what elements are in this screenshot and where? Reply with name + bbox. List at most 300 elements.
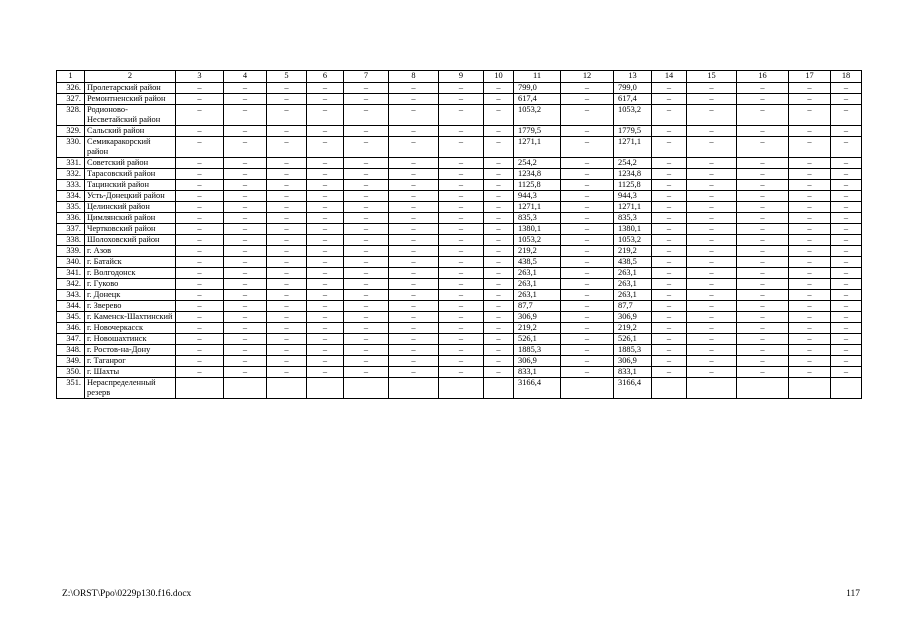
empty-cell (652, 378, 687, 399)
dash-cell: – (307, 169, 344, 180)
dash-cell: – (789, 279, 831, 290)
dash-cell: – (484, 169, 514, 180)
dash-cell: – (561, 367, 614, 378)
dash-cell: – (561, 94, 614, 105)
dash-cell: – (267, 105, 307, 126)
dash-cell: – (224, 83, 267, 94)
row-number-cell: 328. (57, 105, 85, 126)
district-name-cell: г. Зверево (85, 301, 176, 312)
dash-cell: – (484, 83, 514, 94)
table-row (57, 290, 862, 301)
dash-cell: – (176, 246, 224, 257)
table-row (57, 367, 862, 378)
dash-cell: – (831, 94, 862, 105)
dash-cell: – (737, 345, 789, 356)
dash-cell: – (176, 191, 224, 202)
district-name-cell: г. Таганрог (85, 356, 176, 367)
dash-cell: – (652, 367, 687, 378)
dash-cell: – (561, 202, 614, 213)
dash-cell: – (484, 356, 514, 367)
dash-cell: – (439, 137, 484, 158)
dash-cell: – (307, 105, 344, 126)
dash-cell: – (484, 323, 514, 334)
dash-cell: – (484, 224, 514, 235)
dash-cell: – (439, 246, 484, 257)
dash-cell: – (789, 290, 831, 301)
dash-cell: – (307, 191, 344, 202)
dash-cell: – (687, 301, 737, 312)
amount-cell-col13: 87,7 (614, 301, 652, 312)
dash-cell: – (307, 224, 344, 235)
row-number-cell: 345. (57, 312, 85, 323)
dash-cell: – (267, 94, 307, 105)
dash-cell: – (267, 202, 307, 213)
dash-cell: – (831, 191, 862, 202)
dash-cell: – (224, 202, 267, 213)
table-row (57, 345, 862, 356)
district-name-cell: г. Волгодонск (85, 268, 176, 279)
dash-cell: – (307, 94, 344, 105)
dash-cell: – (737, 137, 789, 158)
row-number-cell: 346. (57, 323, 85, 334)
dash-cell: – (176, 268, 224, 279)
dash-cell: – (344, 94, 389, 105)
row-number-cell: 329. (57, 126, 85, 137)
dash-cell: – (789, 235, 831, 246)
dash-cell: – (344, 213, 389, 224)
empty-cell (561, 378, 614, 399)
column-header: 17 (789, 71, 831, 83)
dash-cell: – (484, 202, 514, 213)
dash-cell: – (344, 224, 389, 235)
dash-cell: – (307, 323, 344, 334)
amount-cell-col13: 263,1 (614, 279, 652, 290)
dash-cell: – (267, 169, 307, 180)
empty-cell (737, 378, 789, 399)
dash-cell: – (389, 191, 439, 202)
dash-cell: – (484, 158, 514, 169)
dash-cell: – (267, 334, 307, 345)
empty-cell (224, 378, 267, 399)
dash-cell: – (737, 356, 789, 367)
district-name-cell: г. Новошахтинск (85, 334, 176, 345)
amount-cell-col13: 306,9 (614, 312, 652, 323)
row-number-cell: 340. (57, 257, 85, 268)
dash-cell: – (344, 301, 389, 312)
amount-cell-col11: 1271,1 (514, 202, 561, 213)
table-row (57, 180, 862, 191)
table-row (57, 105, 862, 126)
row-number-cell: 348. (57, 345, 85, 356)
table-body (57, 83, 862, 399)
dash-cell: – (687, 202, 737, 213)
dash-cell: – (267, 235, 307, 246)
dash-cell: – (687, 312, 737, 323)
dash-cell: – (737, 246, 789, 257)
row-number-cell: 351. (57, 378, 85, 399)
dash-cell: – (344, 235, 389, 246)
dash-cell: – (652, 290, 687, 301)
dash-cell: – (307, 312, 344, 323)
dash-cell: – (484, 105, 514, 126)
dash-cell: – (737, 191, 789, 202)
table-row (57, 191, 862, 202)
table-row (57, 235, 862, 246)
amount-cell-col11: 1380,1 (514, 224, 561, 235)
dash-cell: – (831, 301, 862, 312)
dash-cell: – (344, 279, 389, 290)
dash-cell: – (831, 235, 862, 246)
dash-cell: – (831, 246, 862, 257)
dash-cell: – (439, 105, 484, 126)
dash-cell: – (789, 268, 831, 279)
dash-cell: – (224, 334, 267, 345)
dash-cell: – (307, 126, 344, 137)
dash-cell: – (439, 213, 484, 224)
district-name-cell: г. Батайск (85, 257, 176, 268)
empty-cell (789, 378, 831, 399)
dash-cell: – (737, 180, 789, 191)
dash-cell: – (224, 312, 267, 323)
dash-cell: – (389, 224, 439, 235)
column-header: 8 (389, 71, 439, 83)
amount-cell-col11: 1779,5 (514, 126, 561, 137)
dash-cell: – (267, 290, 307, 301)
dash-cell: – (176, 235, 224, 246)
dash-cell: – (831, 257, 862, 268)
dash-cell: – (389, 356, 439, 367)
row-number-cell: 333. (57, 180, 85, 191)
dash-cell: – (737, 126, 789, 137)
dash-cell: – (224, 323, 267, 334)
dash-cell: – (831, 345, 862, 356)
dash-cell: – (687, 224, 737, 235)
column-header: 1 (57, 71, 85, 83)
dash-cell: – (789, 356, 831, 367)
dash-cell: – (224, 213, 267, 224)
dash-cell: – (484, 126, 514, 137)
dash-cell: – (789, 158, 831, 169)
dash-cell: – (439, 224, 484, 235)
dash-cell: – (484, 334, 514, 345)
dash-cell: – (344, 158, 389, 169)
dash-cell: – (652, 105, 687, 126)
empty-cell (484, 378, 514, 399)
dash-cell: – (789, 126, 831, 137)
dash-cell: – (439, 301, 484, 312)
dash-cell: – (737, 290, 789, 301)
dash-cell: – (652, 224, 687, 235)
dash-cell: – (307, 158, 344, 169)
dash-cell: – (737, 235, 789, 246)
empty-cell (344, 378, 389, 399)
amount-cell-col13: 438,5 (614, 257, 652, 268)
dash-cell: – (687, 323, 737, 334)
table-row (57, 257, 862, 268)
dash-cell: – (267, 191, 307, 202)
amount-cell-col13: 306,9 (614, 356, 652, 367)
column-header: 5 (267, 71, 307, 83)
dash-cell: – (176, 301, 224, 312)
district-name-cell: Сальский район (85, 126, 176, 137)
district-name-cell: г. Новочеркасск (85, 323, 176, 334)
dash-cell: – (561, 246, 614, 257)
district-name-cell: Родионово-Несветайский район (85, 105, 176, 126)
dash-cell: – (389, 126, 439, 137)
dash-cell: – (344, 105, 389, 126)
dash-cell: – (344, 169, 389, 180)
dash-cell: – (307, 345, 344, 356)
row-number-cell: 338. (57, 235, 85, 246)
dash-cell: – (344, 323, 389, 334)
dash-cell: – (789, 224, 831, 235)
table-row (57, 169, 862, 180)
dash-cell: – (484, 367, 514, 378)
dash-cell: – (737, 301, 789, 312)
table-row (57, 158, 862, 169)
dash-cell: – (389, 301, 439, 312)
dash-cell: – (344, 345, 389, 356)
dash-cell: – (484, 94, 514, 105)
dash-cell: – (561, 126, 614, 137)
dash-cell: – (484, 279, 514, 290)
district-name-cell: Тарасовский район (85, 169, 176, 180)
table-row (57, 301, 862, 312)
amount-cell-col11: 1053,2 (514, 105, 561, 126)
dash-cell: – (176, 169, 224, 180)
dash-cell: – (267, 356, 307, 367)
district-name-cell: г. Ростов-на-Дону (85, 345, 176, 356)
appropriation-table (56, 70, 862, 399)
dash-cell: – (224, 290, 267, 301)
dash-cell: – (224, 94, 267, 105)
dash-cell: – (652, 94, 687, 105)
dash-cell: – (737, 202, 789, 213)
dash-cell: – (267, 180, 307, 191)
dash-cell: – (267, 345, 307, 356)
dash-cell: – (224, 356, 267, 367)
row-number-cell: 336. (57, 213, 85, 224)
row-number-cell: 349. (57, 356, 85, 367)
dash-cell: – (439, 367, 484, 378)
dash-cell: – (224, 367, 267, 378)
dash-cell: – (561, 312, 614, 323)
dash-cell: – (307, 235, 344, 246)
dash-cell: – (307, 290, 344, 301)
empty-cell (267, 378, 307, 399)
dash-cell: – (484, 235, 514, 246)
dash-cell: – (687, 169, 737, 180)
amount-cell-col13: 219,2 (614, 323, 652, 334)
amount-cell-col11: 263,1 (514, 290, 561, 301)
dash-cell: – (176, 158, 224, 169)
dash-cell: – (484, 257, 514, 268)
dash-cell: – (439, 191, 484, 202)
dash-cell: – (439, 345, 484, 356)
column-header: 18 (831, 71, 862, 83)
table-row (57, 224, 862, 235)
dash-cell: – (389, 213, 439, 224)
table-row (57, 202, 862, 213)
dash-cell: – (687, 94, 737, 105)
dash-cell: – (389, 83, 439, 94)
dash-cell: – (789, 191, 831, 202)
row-number-cell: 331. (57, 158, 85, 169)
dash-cell: – (687, 246, 737, 257)
table-row (57, 213, 862, 224)
column-header: 6 (307, 71, 344, 83)
dash-cell: – (344, 137, 389, 158)
empty-cell (831, 378, 862, 399)
amount-cell-col13: 263,1 (614, 268, 652, 279)
page-number: 117 (846, 589, 860, 599)
dash-cell: – (652, 158, 687, 169)
dash-cell: – (561, 213, 614, 224)
dash-cell: – (789, 105, 831, 126)
dash-cell: – (561, 158, 614, 169)
dash-cell: – (652, 169, 687, 180)
amount-cell-col13: 944,3 (614, 191, 652, 202)
dash-cell: – (176, 356, 224, 367)
column-header: 7 (344, 71, 389, 83)
dash-cell: – (737, 158, 789, 169)
table-row (57, 126, 862, 137)
dash-cell: – (789, 169, 831, 180)
dash-cell: – (831, 356, 862, 367)
dash-cell: – (307, 356, 344, 367)
column-header: 4 (224, 71, 267, 83)
column-header: 12 (561, 71, 614, 83)
dash-cell: – (176, 105, 224, 126)
dash-cell: – (789, 301, 831, 312)
dash-cell: – (687, 279, 737, 290)
dash-cell: – (439, 180, 484, 191)
table-row (57, 268, 862, 279)
dash-cell: – (344, 180, 389, 191)
dash-cell: – (267, 213, 307, 224)
district-name-cell: г. Донецк (85, 290, 176, 301)
dash-cell: – (561, 257, 614, 268)
row-number-cell: 350. (57, 367, 85, 378)
dash-cell: – (652, 257, 687, 268)
dash-cell: – (389, 367, 439, 378)
dash-cell: – (344, 246, 389, 257)
dash-cell: – (561, 301, 614, 312)
dash-cell: – (176, 257, 224, 268)
dash-cell: – (687, 345, 737, 356)
dash-cell: – (389, 323, 439, 334)
dash-cell: – (176, 83, 224, 94)
column-header: 16 (737, 71, 789, 83)
dash-cell: – (561, 105, 614, 126)
dash-cell: – (439, 312, 484, 323)
column-header: 14 (652, 71, 687, 83)
dash-cell: – (307, 279, 344, 290)
dash-cell: – (789, 83, 831, 94)
dash-cell: – (224, 137, 267, 158)
row-number-cell: 335. (57, 202, 85, 213)
amount-cell-col11: 799,0 (514, 83, 561, 94)
dash-cell: – (652, 279, 687, 290)
dash-cell: – (789, 334, 831, 345)
dash-cell: – (484, 213, 514, 224)
dash-cell: – (484, 290, 514, 301)
dash-cell: – (344, 126, 389, 137)
dash-cell: – (789, 137, 831, 158)
dash-cell: – (789, 257, 831, 268)
dash-cell: – (687, 356, 737, 367)
dash-cell: – (687, 213, 737, 224)
dash-cell: – (687, 158, 737, 169)
amount-cell-col13: 1779,5 (614, 126, 652, 137)
dash-cell: – (439, 169, 484, 180)
amount-cell-col11: 438,5 (514, 257, 561, 268)
dash-cell: – (831, 312, 862, 323)
dash-cell: – (344, 268, 389, 279)
dash-cell: – (389, 235, 439, 246)
dash-cell: – (224, 191, 267, 202)
column-header: 3 (176, 71, 224, 83)
dash-cell: – (737, 367, 789, 378)
dash-cell: – (389, 180, 439, 191)
dash-cell: – (389, 268, 439, 279)
dash-cell: – (389, 246, 439, 257)
dash-cell: – (561, 235, 614, 246)
dash-cell: – (439, 356, 484, 367)
dash-cell: – (389, 169, 439, 180)
dash-cell: – (652, 83, 687, 94)
dash-cell: – (344, 290, 389, 301)
dash-cell: – (831, 367, 862, 378)
row-number-cell: 341. (57, 268, 85, 279)
dash-cell: – (307, 83, 344, 94)
dash-cell: – (831, 105, 862, 126)
amount-cell-col11: 1125,8 (514, 180, 561, 191)
amount-cell-col13: 617,4 (614, 94, 652, 105)
dash-cell: – (561, 323, 614, 334)
dash-cell: – (224, 246, 267, 257)
dash-cell: – (307, 202, 344, 213)
amount-cell-col13: 1234,8 (614, 169, 652, 180)
dash-cell: – (224, 126, 267, 137)
district-name-cell: Чертковский район (85, 224, 176, 235)
dash-cell: – (561, 169, 614, 180)
dash-cell: – (389, 312, 439, 323)
row-number-cell: 347. (57, 334, 85, 345)
dash-cell: – (789, 367, 831, 378)
dash-cell: – (389, 334, 439, 345)
column-header: 9 (439, 71, 484, 83)
dash-cell: – (224, 257, 267, 268)
dash-cell: – (561, 334, 614, 345)
dash-cell: – (176, 334, 224, 345)
dash-cell: – (652, 202, 687, 213)
dash-cell: – (439, 202, 484, 213)
dash-cell: – (652, 345, 687, 356)
dash-cell: – (389, 290, 439, 301)
dash-cell: – (831, 268, 862, 279)
amount-cell-col13: 833,1 (614, 367, 652, 378)
empty-cell (307, 378, 344, 399)
amount-cell-col11: 526,1 (514, 334, 561, 345)
row-number-cell: 342. (57, 279, 85, 290)
dash-cell: – (561, 268, 614, 279)
dash-cell: – (831, 334, 862, 345)
dash-cell: – (267, 268, 307, 279)
dash-cell: – (652, 180, 687, 191)
amount-cell-col11: 3166,4 (514, 378, 561, 399)
amount-cell-col13: 835,3 (614, 213, 652, 224)
